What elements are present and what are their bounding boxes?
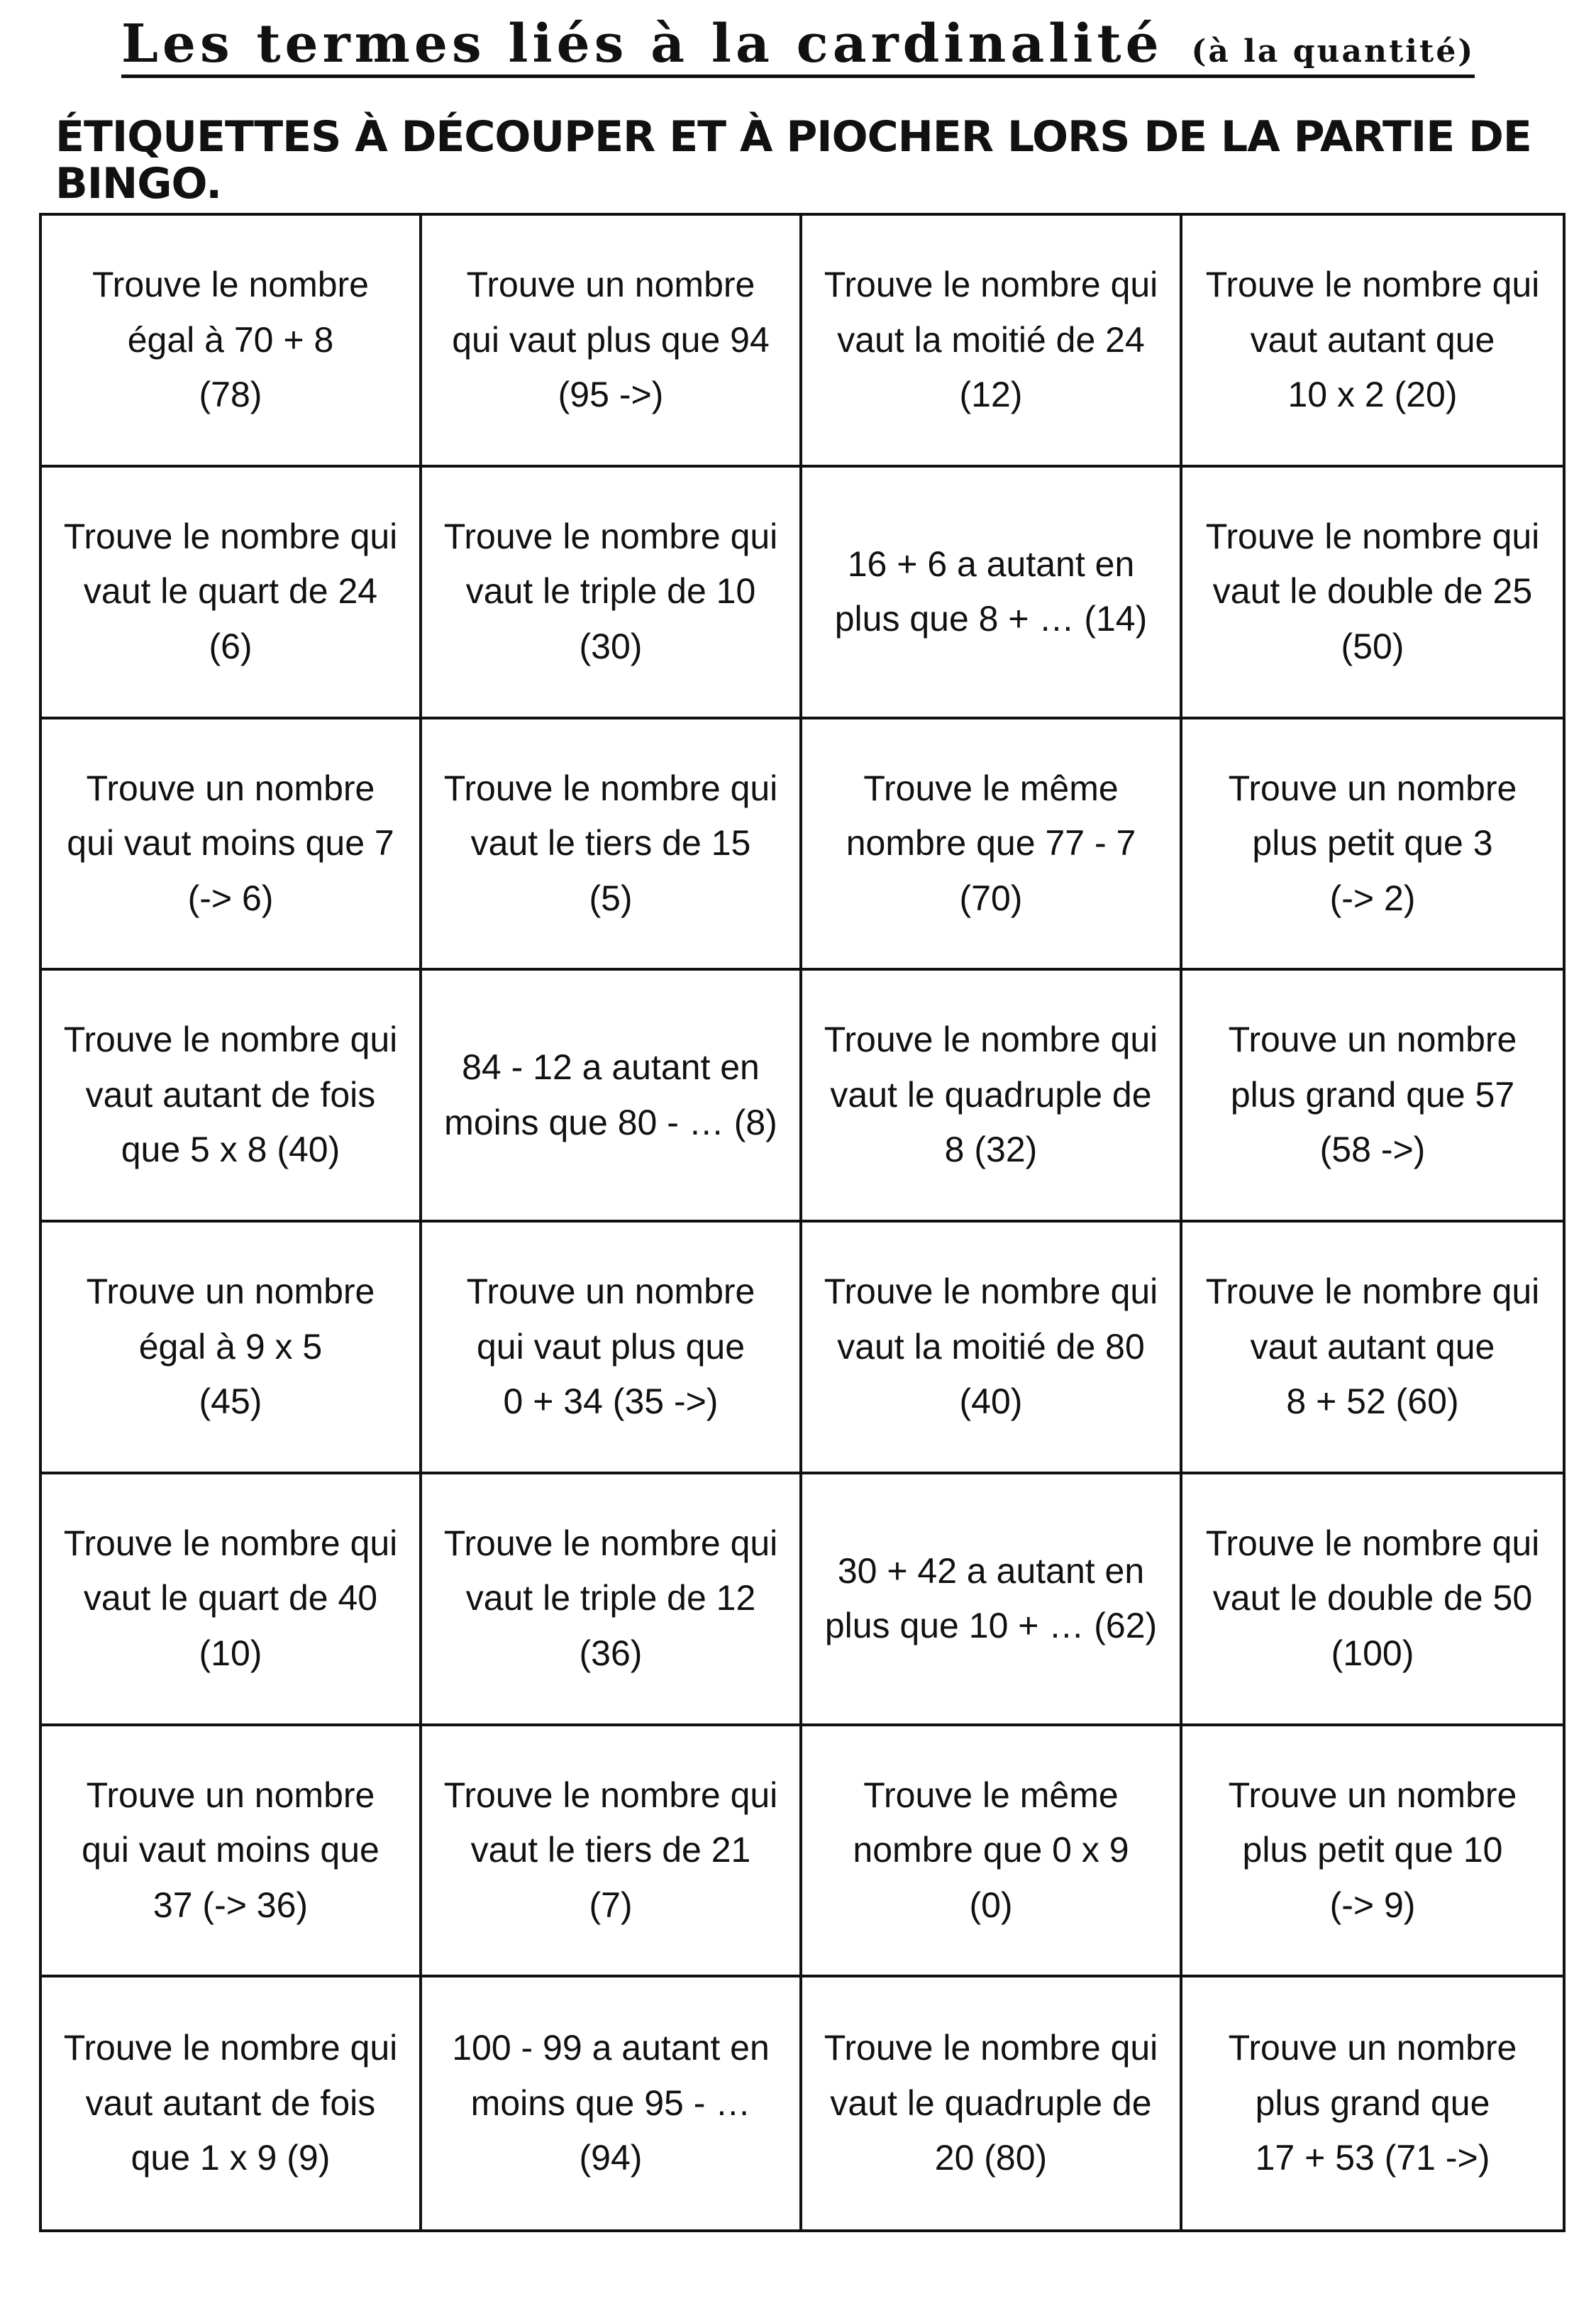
bingo-card	[422, 1474, 802, 1726]
bingo-card	[42, 468, 422, 719]
bingo-card	[422, 971, 802, 1223]
bingo-card-text: Trouve un nombre qui vaut moins que 7 (-> 6)	[67, 768, 394, 918]
bingo-card	[422, 719, 802, 971]
bingo-card	[42, 1223, 422, 1474]
bingo-card-text: Trouve le nombre qui vaut le quart de 40 (10)	[63, 1523, 398, 1673]
bingo-card-text: Trouve le nombre qui vaut la moitié de 24 (12)	[824, 265, 1158, 415]
bingo-card-text: Trouve le nombre qui vaut le double de 50 (100)	[1205, 1523, 1540, 1673]
bingo-card	[422, 468, 802, 719]
title-main: Les termes liés à la cardinalité	[121, 13, 1163, 75]
bingo-card-text: Trouve le même nombre que 77 - 7 (70)	[846, 768, 1136, 918]
title-subnote: (à la quantité)	[1191, 33, 1475, 70]
page-title	[0, 13, 1596, 78]
title-underline	[121, 13, 1475, 78]
bingo-card	[422, 216, 802, 468]
bingo-card	[1182, 1977, 1563, 2229]
bingo-card-text: 100 - 99 a autant en moins que 95 - … (94)	[452, 2028, 770, 2178]
bingo-card-grid	[39, 213, 1565, 2232]
bingo-card-text: 30 + 42 a autant en plus que 10 + … (62)	[824, 1550, 1158, 1646]
bingo-card-text: Trouve le nombre qui vaut le tiers de 21 (7)	[443, 1775, 778, 1925]
bingo-card	[42, 1726, 422, 1978]
bingo-card-text: 84 - 12 a autant en moins que 80 - … (8)	[444, 1047, 777, 1142]
bingo-card-text: Trouve le nombre qui vaut le tiers de 15 (5)	[443, 768, 778, 918]
bingo-card-text: 16 + 6 a autant en plus que 8 + … (14)	[834, 544, 1148, 639]
bingo-card-text: Trouve le nombre qui vaut le quadruple de 20 (80)	[824, 2028, 1158, 2178]
bingo-card	[422, 1223, 802, 1474]
bingo-card	[1182, 971, 1563, 1223]
instructions-heading: ÉTIQUETTES À DÉCOUPER ET À PIOCHER LORS DE LA PARTIE DE BINGO.	[55, 112, 1531, 209]
bingo-card	[802, 719, 1182, 971]
bingo-card	[1182, 216, 1563, 468]
bingo-card-text: Trouve le nombre qui vaut autant que 8 + 52 (60)	[1205, 1271, 1540, 1422]
bingo-card-text: Trouve un nombre plus petit que 10 (-> 9)	[1228, 1775, 1517, 1925]
bingo-card	[42, 719, 422, 971]
bingo-card	[42, 1474, 422, 1726]
bingo-card	[802, 1726, 1182, 1978]
bingo-card-text: Trouve le nombre qui vaut le quadruple de 8 (32)	[824, 1020, 1158, 1170]
bingo-card-text: Trouve le nombre qui vaut le triple de 10 (30)	[443, 516, 778, 666]
bingo-card-text: Trouve le nombre qui vaut le quart de 24 (6)	[63, 516, 398, 666]
bingo-card	[802, 1223, 1182, 1474]
bingo-card	[42, 216, 422, 468]
bingo-card-text: Trouve le nombre égal à 70 + 8 (78)	[92, 265, 369, 415]
bingo-card-text: Trouve le nombre qui vaut le triple de 12 (36)	[443, 1523, 778, 1673]
bingo-card-text: Trouve le nombre qui vaut autant de fois que 1 x 9 (9)	[63, 2028, 398, 2178]
bingo-card-text: Trouve le même nombre que 0 x 9 (0)	[853, 1775, 1129, 1925]
bingo-card	[1182, 468, 1563, 719]
bingo-card-text: Trouve le nombre qui vaut autant de fois que 5 x 8 (40)	[63, 1020, 398, 1170]
bingo-card	[1182, 719, 1563, 971]
bingo-card-text: Trouve un nombre qui vaut plus que 0 + 34 (35 ->)	[466, 1271, 755, 1422]
bingo-card	[1182, 1726, 1563, 1978]
bingo-card	[42, 1977, 422, 2229]
bingo-card-text: Trouve un nombre qui vaut moins que 37 (-> 36)	[82, 1775, 379, 1925]
bingo-card-text: Trouve un nombre égal à 9 x 5 (45)	[86, 1271, 375, 1422]
bingo-card-text: Trouve le nombre qui vaut autant que 10 x 2 (20)	[1205, 265, 1540, 415]
bingo-card	[802, 1977, 1182, 2229]
bingo-card-text: Trouve le nombre qui vaut la moitié de 80 (40)	[824, 1271, 1158, 1422]
bingo-card-text: Trouve un nombre plus petit que 3 (-> 2)	[1228, 768, 1517, 918]
bingo-card	[802, 971, 1182, 1223]
bingo-card-text: Trouve un nombre qui vaut plus que 94 (95 ->)	[452, 265, 770, 415]
bingo-card	[1182, 1223, 1563, 1474]
bingo-card	[802, 1474, 1182, 1726]
bingo-card	[802, 468, 1182, 719]
bingo-card	[802, 216, 1182, 468]
bingo-card	[422, 1726, 802, 1978]
bingo-card	[422, 1977, 802, 2229]
bingo-card	[42, 971, 422, 1223]
bingo-card-text: Trouve le nombre qui vaut le double de 25 (50)	[1205, 516, 1540, 666]
bingo-card	[1182, 1474, 1563, 1726]
bingo-card-text: Trouve un nombre plus grand que 57 (58 ->)	[1228, 1020, 1517, 1170]
bingo-card-text: Trouve un nombre plus grand que 17 + 53 (71 ->)	[1228, 2028, 1517, 2178]
